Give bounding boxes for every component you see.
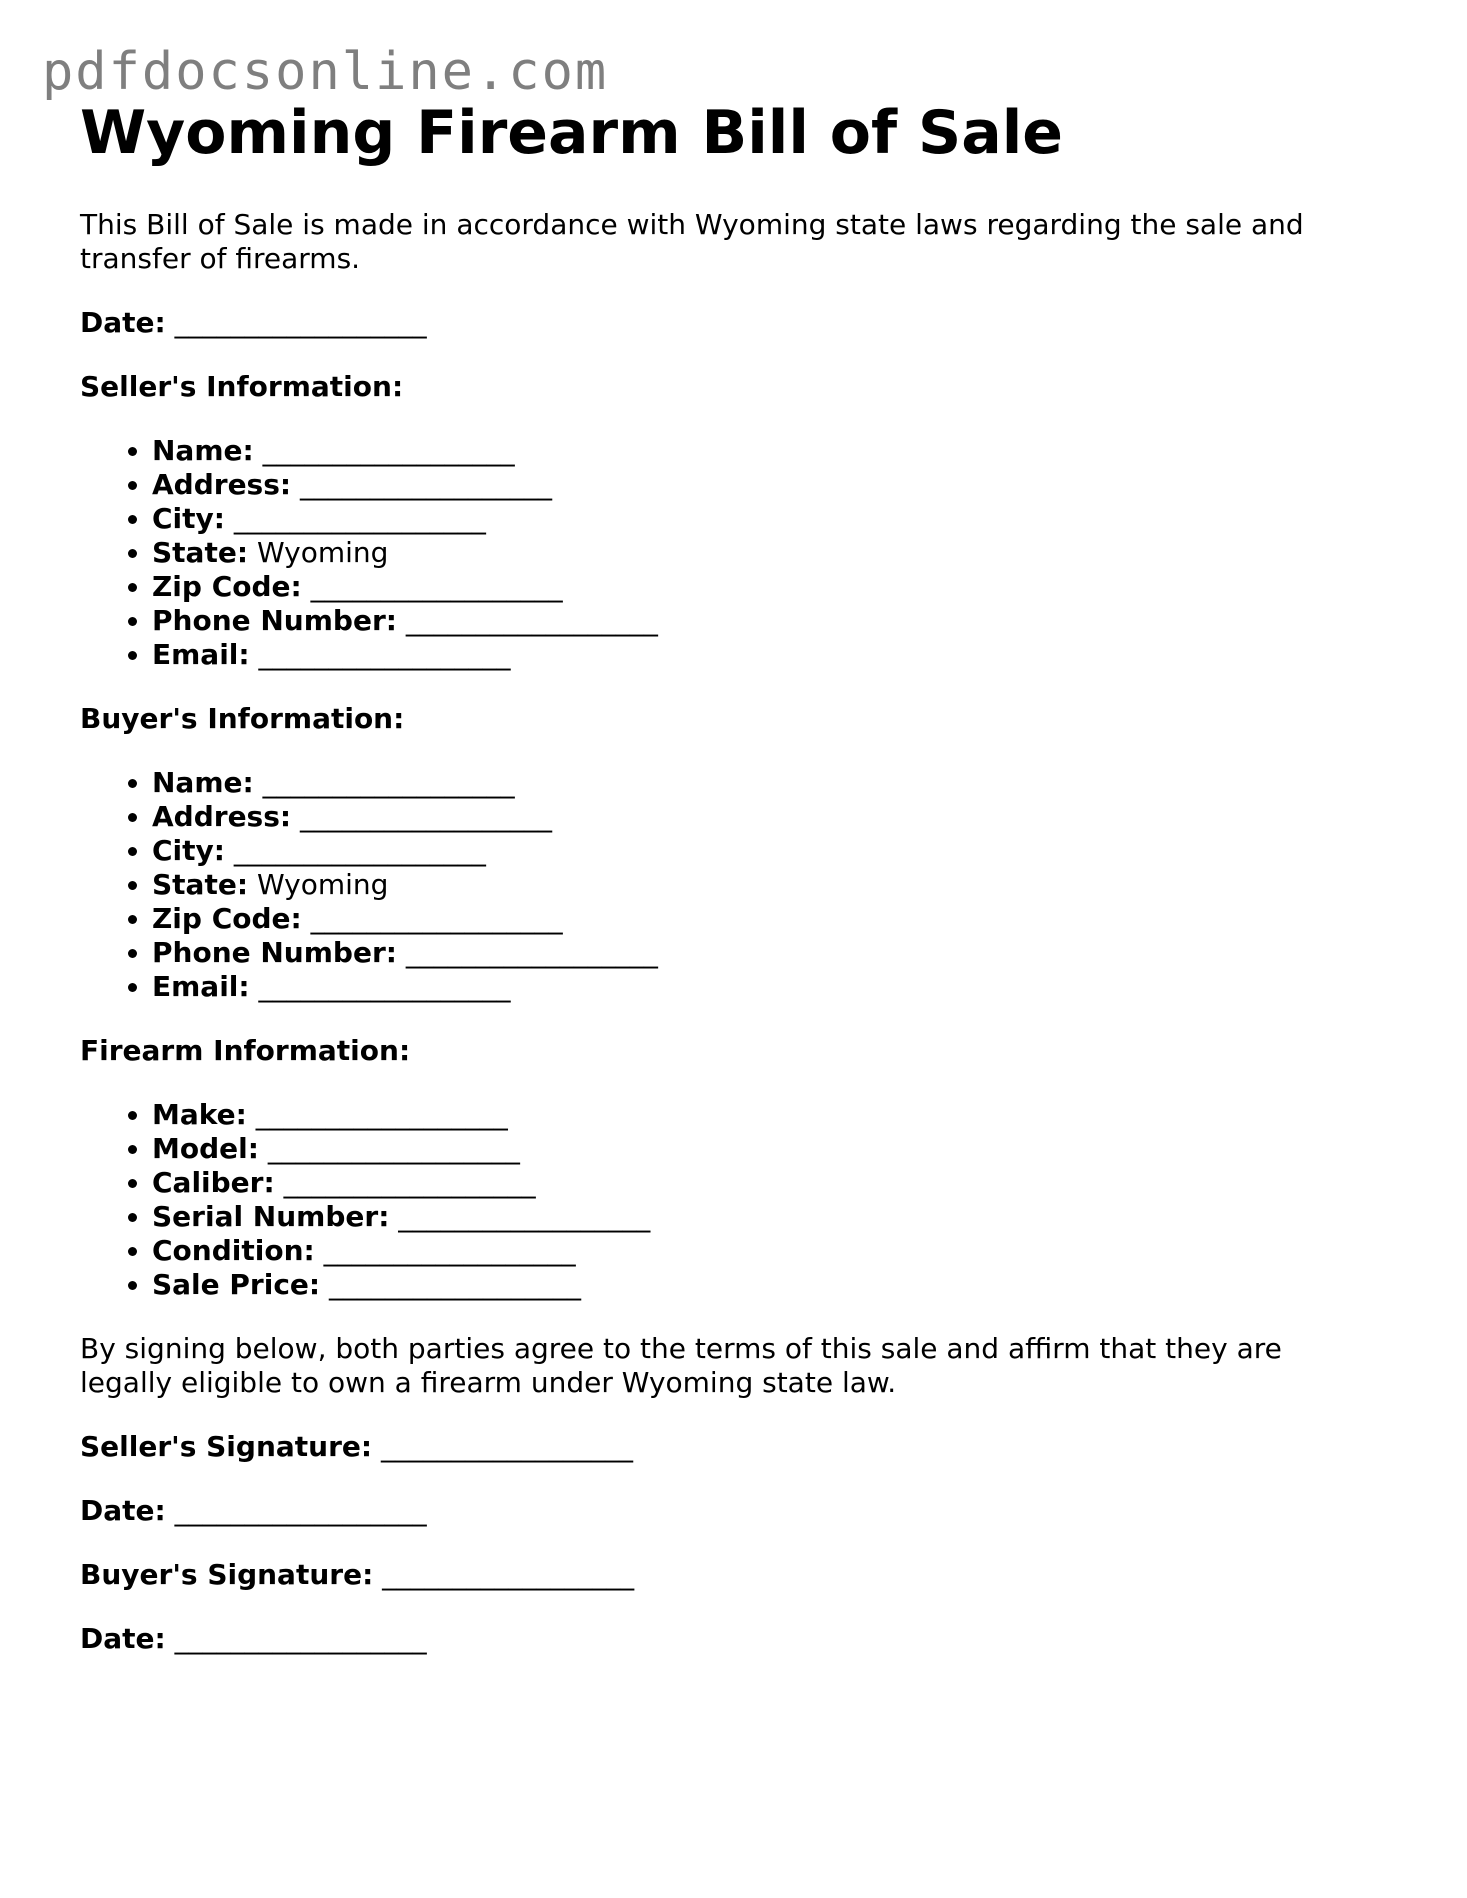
buyer-city-label: City: [152, 834, 225, 867]
buyer-state-value: Wyoming [256, 868, 389, 901]
list-item [152, 1132, 1380, 1166]
seller-state-label: State: [152, 536, 249, 569]
seller-info-list [80, 434, 1380, 672]
seller-phone-label: Phone Number: [152, 604, 397, 637]
buyer-name-label: Name: [152, 766, 254, 799]
seller-city-blank: __________________ [233, 502, 486, 535]
buyer-address-blank: __________________ [300, 800, 552, 833]
list-item [152, 570, 1380, 604]
buyer-signature-blank: __________________ [382, 1558, 635, 1591]
firearm-heading: Firearm Information: [80, 1034, 411, 1067]
seller-heading: Seller's Information: [80, 370, 404, 403]
seller-name-blank: __________________ [262, 434, 515, 467]
firearm-condition-blank: __________________ [323, 1234, 576, 1267]
seller-date-label: Date: [80, 1494, 166, 1527]
firearm-serial-blank: __________________ [398, 1200, 651, 1233]
list-item [152, 536, 1380, 570]
seller-address-label: Address: [152, 468, 292, 501]
seller-state-value: Wyoming [256, 536, 389, 569]
buyer-date-field [80, 1622, 1380, 1656]
buyer-state-label: State: [152, 868, 249, 901]
list-item [152, 834, 1380, 868]
list-item [152, 800, 1380, 834]
intro-paragraph: This Bill of Sale is made in accordance with Wyoming state laws regarding the sale and transfer of firearms. [80, 208, 1304, 275]
date-blank: __________________ [174, 306, 427, 339]
buyer-phone-blank: __________________ [405, 936, 658, 969]
seller-date-field [80, 1494, 1380, 1528]
seller-address-blank: __________________ [300, 468, 552, 501]
buyer-email-blank: __________________ [258, 970, 511, 1003]
firearm-price-blank: __________________ [329, 1268, 582, 1301]
list-item [152, 638, 1380, 672]
seller-signature-label: Seller's Signature: [80, 1430, 373, 1463]
seller-zip-blank: __________________ [310, 570, 563, 603]
list-item [152, 468, 1380, 502]
buyer-phone-label: Phone Number: [152, 936, 397, 969]
firearm-make-blank: __________________ [255, 1098, 508, 1131]
closing-paragraph: By signing below, both parties agree to the terms of this sale and affirm that they are legally eligible to own a firearm under Wyoming state law. [80, 1332, 1282, 1399]
list-item [152, 902, 1380, 936]
buyer-date-blank: __________________ [174, 1622, 427, 1655]
seller-signature-field [80, 1430, 1380, 1464]
list-item [152, 868, 1380, 902]
seller-city-label: City: [152, 502, 225, 535]
list-item [152, 434, 1380, 468]
seller-signature-blank: __________________ [381, 1430, 633, 1463]
list-item [152, 1166, 1380, 1200]
seller-phone-blank: __________________ [405, 604, 658, 637]
seller-zip-label: Zip Code: [152, 570, 302, 603]
seller-date-blank: __________________ [174, 1494, 427, 1527]
list-item [152, 1234, 1380, 1268]
list-item [152, 604, 1380, 638]
firearm-price-label: Sale Price: [152, 1268, 321, 1301]
list-item [152, 1200, 1380, 1234]
list-item [152, 766, 1380, 800]
buyer-zip-label: Zip Code: [152, 902, 302, 935]
buyer-signature-field [80, 1558, 1380, 1592]
buyer-date-label: Date: [80, 1622, 166, 1655]
buyer-zip-blank: __________________ [310, 902, 563, 935]
list-item [152, 1268, 1380, 1302]
buyer-address-label: Address: [152, 800, 292, 833]
seller-email-label: Email: [152, 638, 250, 671]
seller-email-blank: __________________ [258, 638, 511, 671]
firearm-serial-label: Serial Number: [152, 1200, 390, 1233]
list-item [152, 970, 1380, 1004]
firearm-caliber-blank: __________________ [283, 1166, 536, 1199]
buyer-email-label: Email: [152, 970, 250, 1003]
list-item [152, 936, 1380, 970]
firearm-model-label: Model: [152, 1132, 259, 1165]
document-title: Wyoming Firearm Bill of Sale [80, 98, 1063, 168]
date-label: Date: [80, 306, 166, 339]
buyer-info-list [80, 766, 1380, 1004]
firearm-info-list [80, 1098, 1380, 1302]
firearm-make-label: Make: [152, 1098, 247, 1131]
buyer-heading: Buyer's Information: [80, 702, 405, 735]
date-field [80, 306, 1380, 340]
list-item [152, 1098, 1380, 1132]
buyer-city-blank: __________________ [233, 834, 486, 867]
firearm-caliber-label: Caliber: [152, 1166, 275, 1199]
firearm-model-blank: __________________ [267, 1132, 520, 1165]
firearm-condition-label: Condition: [152, 1234, 315, 1267]
seller-name-label: Name: [152, 434, 254, 467]
buyer-signature-label: Buyer's Signature: [80, 1558, 374, 1591]
document-page [80, 100, 1380, 1656]
watermark: pdfdocsonline.com [42, 42, 609, 102]
buyer-name-blank: __________________ [262, 766, 515, 799]
list-item [152, 502, 1380, 536]
